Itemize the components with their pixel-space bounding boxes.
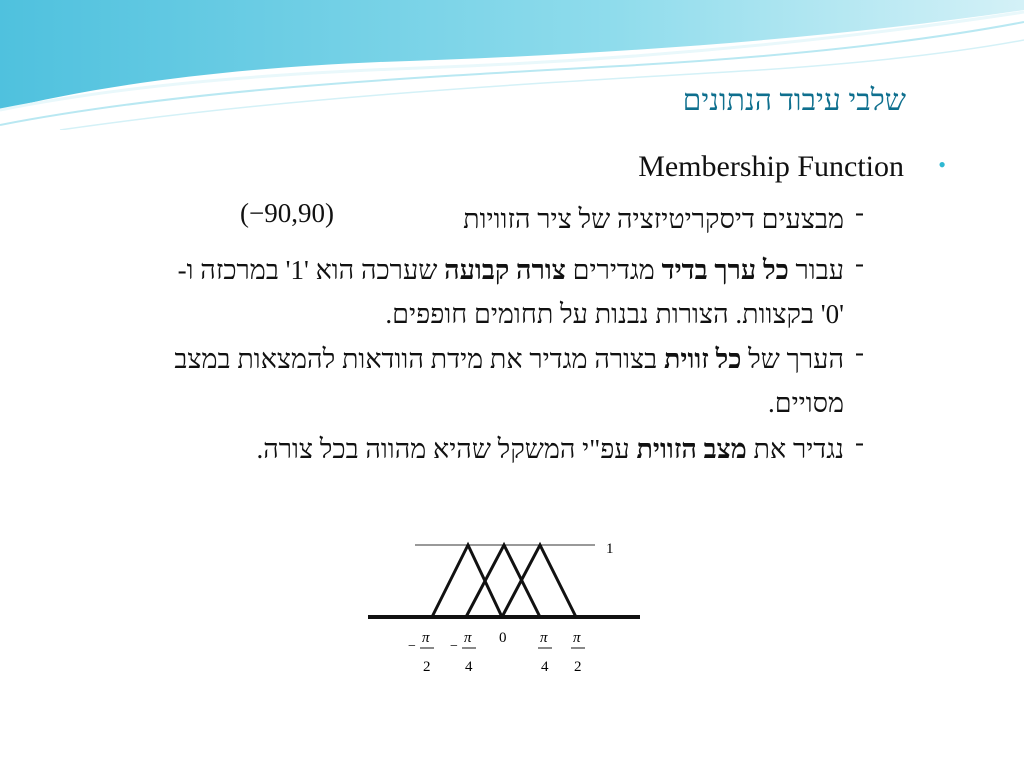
bullet-dot-icon: • [938,152,946,177]
tick-label-pi-4 [538,630,552,675]
list-item [164,427,844,471]
tick-label-neg-pi-4 [450,630,476,675]
item-emphasis: מצב הזווית [636,434,747,464]
triangle-2 [466,545,540,617]
tick-denominator: 4 [541,659,549,675]
dash-marker: - [855,337,864,367]
dash-marker: - [855,248,864,278]
tick-numerator: π [422,630,430,646]
item-emphasis: צורה קבועה [444,255,566,285]
minus-sign: − [450,639,458,654]
triangle-3 [502,545,576,617]
tick-numerator: π [540,630,548,646]
tick-numerator: π [464,630,472,646]
item-text: מגדירים [565,255,662,285]
triangle-1 [432,545,502,617]
angle-range: (−90,90) [240,198,334,228]
item-emphasis: כל ערך בדיד [661,255,789,285]
item-emphasis: כל זווית [663,344,742,374]
tick-label-pi-2 [571,630,585,675]
item-text: מבצעים דיסקריטיזציה של ציר הזוויות [463,204,844,234]
item-text: שערכה הוא '1' במרכזה ו-'0' בקצוות. הצורות נבנות על תחומים חופפים. [177,255,844,329]
list-item [164,248,844,336]
slide-title: שלבי עיבוד הנתונים [682,84,906,117]
tick-denominator: 2 [423,659,431,675]
item-text: עבור [788,255,844,285]
dash-marker: - [855,427,864,457]
item-text: עפ"י המשקל שהיא מהווה בכל צורה. [256,434,637,464]
tick-denominator: 2 [574,659,582,675]
level-one-label: 1 [606,541,614,557]
item-text: נגדיר את [746,434,844,464]
item-text: בצורה מגדיר את מידת הוודאות להמצאות במצב מסויים. [174,344,844,418]
tick-numerator: π [573,630,581,646]
membership-function-diagram [340,520,660,690]
tick-label-neg-pi-2 [408,630,434,675]
bullet-heading: Membership Function [638,150,904,183]
tick-label-zero: 0 [499,630,507,646]
tick-denominator: 4 [465,659,473,675]
minus-sign: − [408,639,416,654]
item-text: הערך של [741,344,844,374]
dash-marker: - [855,197,864,227]
list-item [164,337,844,425]
